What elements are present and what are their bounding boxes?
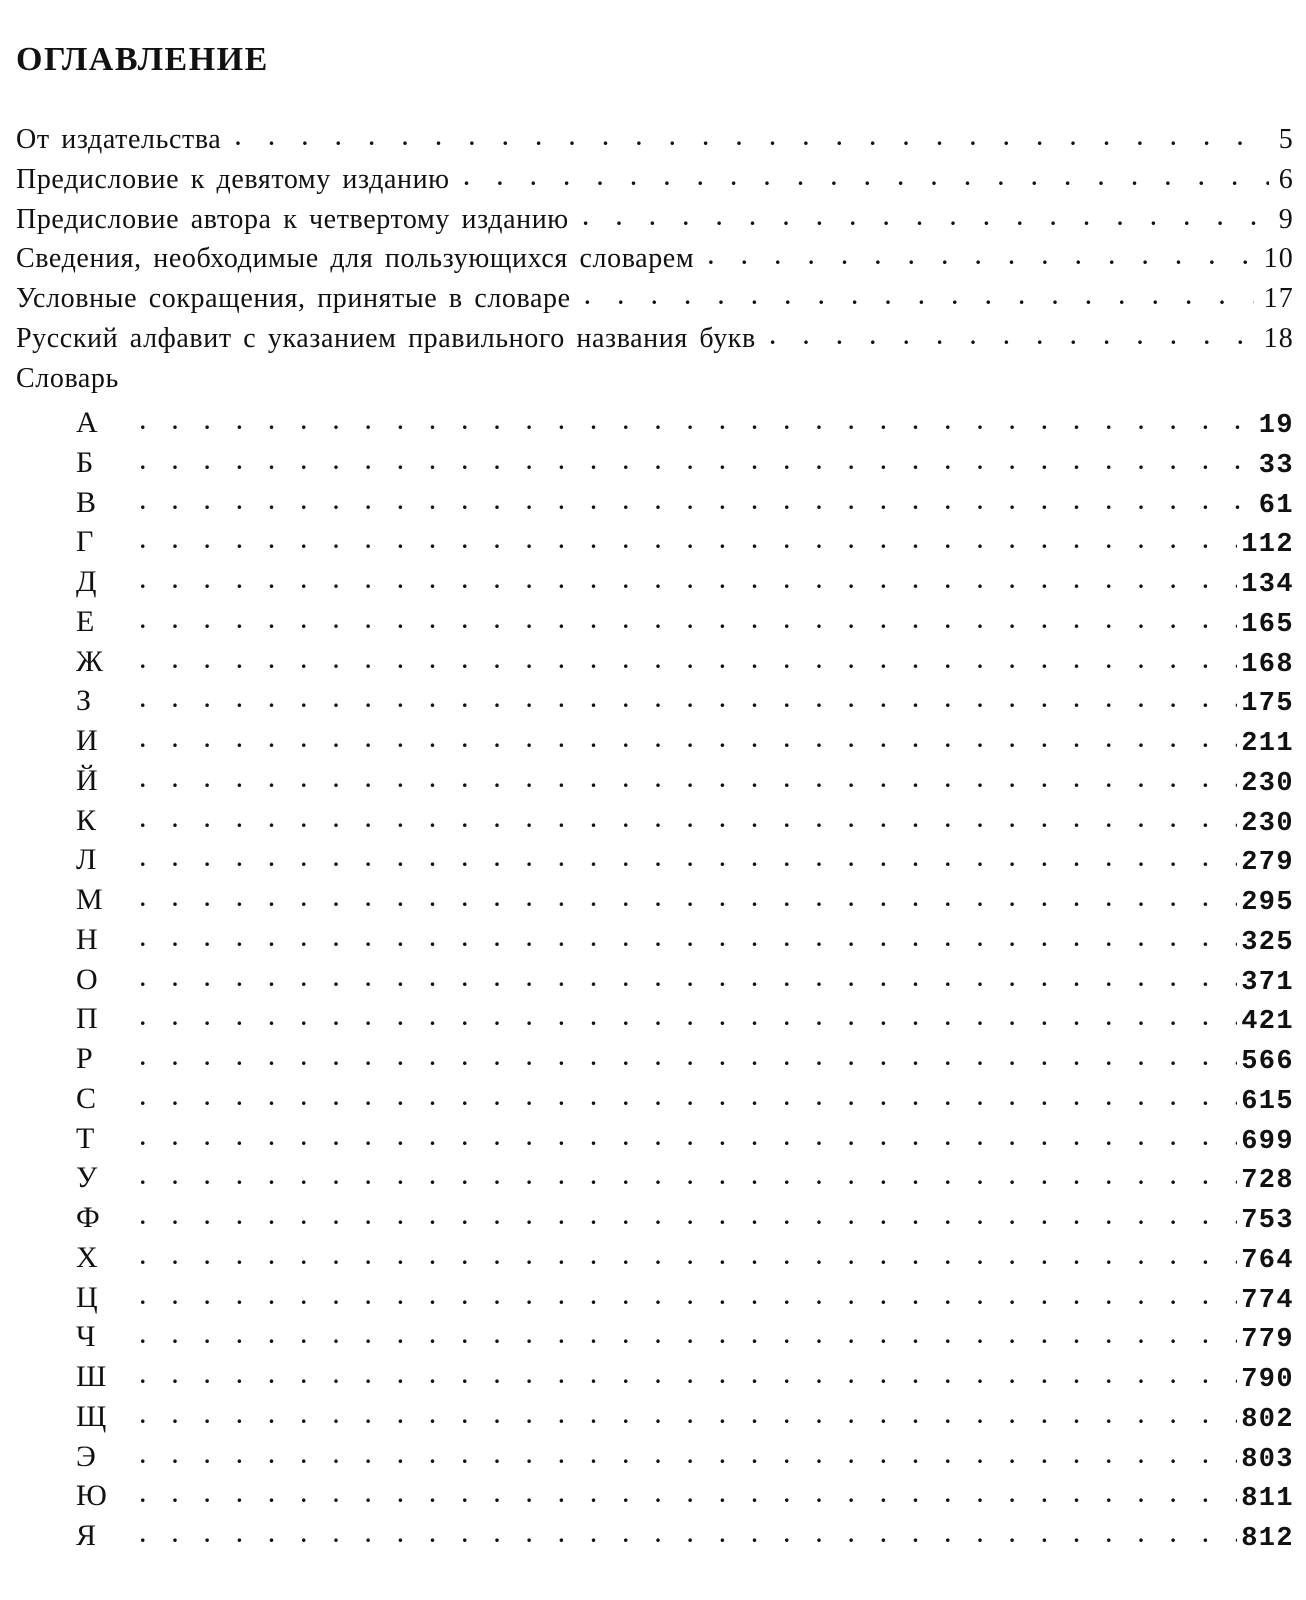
toc-entry-label: Предисловие автора к четвертому изданию bbox=[16, 203, 569, 235]
letter-entry[interactable] bbox=[16, 1158, 1294, 1198]
toc-entry[interactable] bbox=[16, 279, 1294, 319]
toc-entry-label: Русский алфавит с указанием правильного названия букв bbox=[16, 322, 756, 354]
letter-entry[interactable] bbox=[16, 1039, 1294, 1079]
dot-leader bbox=[140, 1237, 1237, 1277]
letter-page: 112 bbox=[1241, 530, 1294, 561]
dot-leader bbox=[140, 1436, 1237, 1476]
letter-label: З bbox=[76, 684, 92, 718]
page-title: ОГЛАВЛЕНИЕ bbox=[16, 41, 269, 78]
letter-entry[interactable] bbox=[16, 1119, 1294, 1159]
letter-entry[interactable] bbox=[16, 522, 1294, 562]
letter-label: Л bbox=[76, 843, 97, 877]
letter-label: Й bbox=[76, 763, 98, 797]
letter-entry[interactable] bbox=[16, 642, 1294, 682]
dot-leader bbox=[140, 1277, 1237, 1317]
dot-leader bbox=[140, 1078, 1237, 1118]
letter-entry[interactable] bbox=[16, 999, 1294, 1039]
letter-label: О bbox=[76, 962, 98, 996]
dot-leader bbox=[140, 482, 1255, 522]
letter-label: Д bbox=[76, 565, 97, 598]
letter-entry[interactable] bbox=[16, 880, 1294, 920]
dot-leader bbox=[140, 1396, 1237, 1436]
letter-label: В bbox=[76, 485, 97, 519]
toc-entry-page: 5 bbox=[1278, 124, 1294, 155]
letter-page: 699 bbox=[1241, 1126, 1294, 1157]
letter-page: 230 bbox=[1241, 768, 1294, 799]
letter-page: 165 bbox=[1241, 609, 1294, 640]
letter-entry[interactable] bbox=[16, 1516, 1294, 1556]
dot-leader bbox=[140, 720, 1237, 760]
letter-label: К bbox=[76, 803, 97, 837]
letter-label: Ф bbox=[76, 1201, 100, 1234]
dot-leader bbox=[708, 237, 1253, 277]
letter-entry[interactable] bbox=[16, 681, 1294, 721]
dot-leader bbox=[140, 1157, 1237, 1197]
dot-leader bbox=[140, 1197, 1237, 1237]
letter-entry[interactable] bbox=[16, 840, 1294, 880]
letter-page: 371 bbox=[1241, 967, 1294, 998]
dictionary-section-heading[interactable] bbox=[16, 359, 1294, 399]
letter-page: 774 bbox=[1241, 1285, 1294, 1316]
letter-entry[interactable] bbox=[16, 1397, 1294, 1437]
letter-label: Щ bbox=[76, 1399, 107, 1433]
letter-label: М bbox=[76, 883, 103, 916]
dot-leader bbox=[140, 1038, 1237, 1078]
toc-entry-page: 6 bbox=[1278, 163, 1294, 195]
toc-entry-page: 18 bbox=[1263, 322, 1294, 354]
letter-entry[interactable] bbox=[16, 1437, 1294, 1477]
dot-leader bbox=[140, 601, 1237, 641]
dot-leader bbox=[140, 561, 1237, 601]
letter-entry[interactable] bbox=[16, 1476, 1294, 1516]
letter-page: 779 bbox=[1241, 1325, 1294, 1356]
letter-entry[interactable] bbox=[16, 403, 1294, 443]
toc-entry[interactable] bbox=[16, 239, 1294, 279]
letter-entry[interactable] bbox=[16, 1317, 1294, 1357]
dot-leader bbox=[140, 800, 1237, 840]
letter-page: 421 bbox=[1241, 1007, 1294, 1038]
toc-entry[interactable] bbox=[16, 160, 1294, 200]
letter-label: Р bbox=[76, 1042, 93, 1075]
letter-page: 790 bbox=[1241, 1365, 1294, 1395]
dot-leader bbox=[140, 680, 1237, 720]
letter-label: Ч bbox=[76, 1320, 96, 1354]
letter-page: 811 bbox=[1241, 1484, 1294, 1515]
letter-page: 803 bbox=[1241, 1444, 1294, 1475]
letter-page: 61 bbox=[1258, 490, 1294, 521]
dot-leader bbox=[140, 919, 1237, 959]
dot-leader bbox=[140, 1356, 1237, 1396]
letter-page: 295 bbox=[1241, 888, 1294, 918]
letter-label: Я bbox=[76, 1519, 97, 1552]
letter-page: 168 bbox=[1241, 649, 1294, 680]
letter-page: 764 bbox=[1241, 1245, 1294, 1276]
dot-leader bbox=[140, 402, 1255, 442]
dot-leader bbox=[140, 1515, 1237, 1555]
toc-entry[interactable] bbox=[16, 200, 1294, 240]
letter-page: 279 bbox=[1241, 848, 1294, 879]
letter-page: 566 bbox=[1241, 1047, 1294, 1077]
dot-leader bbox=[140, 959, 1237, 999]
letter-label: А bbox=[76, 406, 98, 439]
letter-label: Ц bbox=[76, 1280, 98, 1314]
dot-leader bbox=[464, 158, 1269, 198]
toc-entry-label: От издательства bbox=[16, 124, 222, 155]
letter-label: Ш bbox=[76, 1360, 107, 1393]
letter-entry[interactable] bbox=[16, 443, 1294, 483]
toc-entry-label: Условные сокращения, принятые в словаре bbox=[16, 283, 571, 315]
dot-leader bbox=[140, 442, 1255, 482]
letter-page: 211 bbox=[1241, 729, 1294, 759]
toc-entry-page: 9 bbox=[1278, 203, 1294, 235]
letter-entry[interactable] bbox=[16, 1079, 1294, 1119]
letter-entry[interactable] bbox=[16, 960, 1294, 1000]
letter-page: 802 bbox=[1241, 1404, 1294, 1435]
letter-label: Ю bbox=[76, 1479, 107, 1513]
letter-label: Ж bbox=[76, 644, 103, 678]
letter-label: Х bbox=[76, 1240, 98, 1274]
letter-label: У bbox=[76, 1161, 98, 1195]
letter-entry[interactable] bbox=[16, 1357, 1294, 1397]
dot-leader bbox=[140, 998, 1237, 1038]
letter-page: 175 bbox=[1241, 689, 1294, 720]
letter-label: П bbox=[76, 1002, 98, 1036]
letter-index bbox=[16, 403, 1294, 1556]
dot-leader bbox=[140, 1118, 1237, 1158]
letter-page: 325 bbox=[1241, 927, 1294, 958]
dot-leader bbox=[585, 277, 1254, 317]
dot-leader bbox=[140, 1475, 1237, 1515]
letter-entry[interactable] bbox=[16, 562, 1294, 602]
dot-leader bbox=[235, 118, 1269, 158]
dot-leader bbox=[140, 879, 1237, 919]
letter-entry[interactable] bbox=[16, 483, 1294, 523]
letter-entry[interactable] bbox=[16, 602, 1294, 642]
letter-page: 728 bbox=[1241, 1166, 1294, 1197]
dictionary-heading-label: Словарь bbox=[16, 362, 119, 394]
dot-leader bbox=[583, 198, 1269, 238]
toc-entry-page: 10 bbox=[1263, 243, 1294, 275]
dot-leader bbox=[140, 641, 1237, 681]
letter-entry[interactable] bbox=[16, 1238, 1294, 1278]
toc-entry[interactable] bbox=[16, 120, 1294, 160]
letter-label: Г bbox=[76, 525, 94, 559]
letter-page: 33 bbox=[1258, 450, 1294, 481]
letter-entry[interactable] bbox=[16, 761, 1294, 801]
toc-entry-page: 17 bbox=[1263, 283, 1294, 315]
letter-label: Т bbox=[76, 1121, 95, 1155]
toc-entry-label: Сведения, необходимые для пользующихся словарем bbox=[16, 243, 695, 275]
letter-page: 19 bbox=[1258, 411, 1294, 441]
letter-page: 615 bbox=[1241, 1086, 1294, 1117]
letter-page: 753 bbox=[1241, 1206, 1294, 1236]
letter-entry[interactable] bbox=[16, 920, 1294, 960]
dot-leader bbox=[140, 1316, 1237, 1356]
letter-entry[interactable] bbox=[16, 721, 1294, 761]
dot-leader bbox=[140, 839, 1237, 879]
letter-label: Н bbox=[76, 922, 98, 956]
dot-leader bbox=[140, 521, 1237, 561]
letter-page: 812 bbox=[1241, 1524, 1294, 1554]
letter-entry[interactable] bbox=[16, 1278, 1294, 1318]
letter-label: Е bbox=[76, 604, 95, 638]
letter-entry[interactable] bbox=[16, 801, 1294, 841]
toc-entry-label: Предисловие к девятому изданию bbox=[16, 163, 450, 195]
letter-page: 134 bbox=[1241, 570, 1294, 600]
letter-entry[interactable] bbox=[16, 1198, 1294, 1238]
letter-label: С bbox=[76, 1081, 97, 1115]
letter-label: Э bbox=[76, 1439, 96, 1473]
letter-page: 230 bbox=[1241, 808, 1294, 839]
toc-entries bbox=[16, 120, 1294, 399]
letter-label: И bbox=[76, 724, 98, 757]
letter-label: Б bbox=[76, 445, 94, 479]
toc-entry[interactable] bbox=[16, 319, 1294, 359]
dot-leader bbox=[770, 317, 1254, 357]
dot-leader bbox=[140, 760, 1237, 800]
